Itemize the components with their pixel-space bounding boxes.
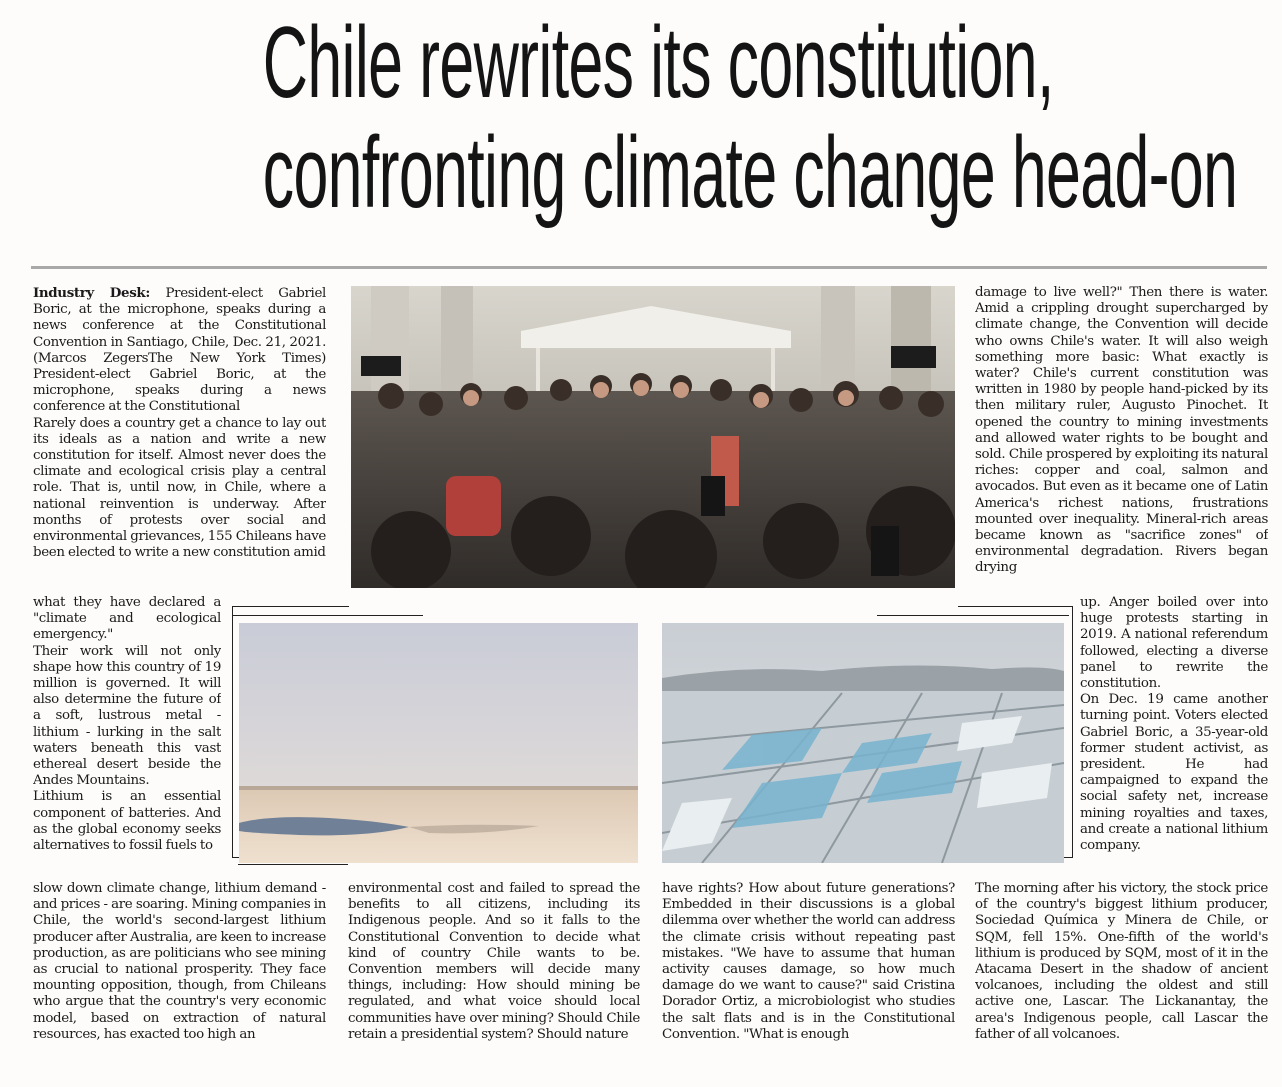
headline-line-1: Chile rewrites its constitution, <box>262 7 1054 119</box>
paragraph: The morning after his victory, the stock price of the country's biggest lithium producer, Sociedad Química y Minera de Chile, or SQM, fell 15%. One-fifth of the world's lithium is produced by SQM, most of it in the Atacama Desert in the shadow of ancient volcanoes, including the oldest and still active one, Lascar. The Lickanantay, the area's Indigenous people, call Lascar the father of all volcanoes. <box>975 881 1268 1042</box>
paragraph: what they have declared a "climate and ecological emergency." <box>33 595 221 643</box>
column-3-bottom-text <box>662 881 955 1061</box>
press-conference-photo <box>351 286 955 588</box>
frame-line-left-bottom <box>238 864 348 865</box>
desert-lagoon-illustration <box>239 623 638 863</box>
column-4-top-text <box>975 285 1268 595</box>
column-1-bottom-text <box>33 881 326 1061</box>
headline-divider <box>31 266 1267 269</box>
photo-caption-text: President-elect Gabriel Boric, at the microphone, speaks during a news conference at the Constitutional Convention in Santiago, Chile, Dec. 21, 2021. (Marcos ZegersThe New York Times) President-elect Gabriel Boric, at the microphone, speaks during a news conference at the Constitutional <box>33 286 326 415</box>
paragraph: Lithium is an essential component of batteries. And as the global economy seeks alternatives to fossil fuels to <box>33 789 221 854</box>
paragraph: Their work will not only shape how this country of 19 million is governed. It will also determine the future of a soft, lustrous metal - lithium - lurking in the salt waters beneath this vast ethereal desert beside the Andes Mountains. <box>33 643 221 789</box>
paragraph: Rarely does a country get a chance to lay out its ideals as a nation and write a new constitution for itself. Almost never does the climate and ecological crisis play a central role. That is, until now, in Chile, where a national reinvention is underway. After months of protests over social and environmental grievances, 155 Chileans have been elected to write a new constitution amid <box>33 415 326 561</box>
evaporation-ponds-illustration <box>662 623 1064 863</box>
headline-line-2: confronting climate change head-on <box>262 117 1238 229</box>
column-1-middle-text <box>33 595 221 881</box>
paragraph: damage to live well?" Then there is water. Amid a crippling drought supercharged by climate change, the Convention will decide who owns Chile's water. It will also weigh something more basic: What exactly is water? Chile's current constitution was written in 1980 by people hand-picked by its then military ruler, Augusto Pinochet. It opened the country to mining investments and allowed water rights to be bought and sold. Chile prospered by exploiting its natural riches: copper and coal, salmon and avocados. But even as it became one of Latin America's richest nations, frustrations mounted over inequality. Mineral-rich areas became known as "sacrifice zones" of environmental degradation. Rivers began drying <box>975 285 1268 576</box>
paragraph: slow down climate change, lithium demand - and prices - are soaring. Mining companies in Chile, the world's second-largest lithium producer after Australia, are keen to increase production, as are politicians who see mining as crucial to national prosperity. They face mounting opposition, though, from Chileans who argue that the country's very economic model, based on extraction of natural resources, has exacted too high an <box>33 881 326 1042</box>
column-2-bottom-text <box>348 881 640 1061</box>
column-4-bottom-text <box>975 881 1268 1061</box>
column-4-middle-text <box>1080 595 1268 881</box>
paragraph: up. Anger boiled over into huge protests starting in 2019. A national referendum followed, electing a diverse panel to rewrite the constitution. <box>1080 595 1268 692</box>
lithium-evaporation-ponds-photo <box>662 623 1064 863</box>
headline <box>262 7 1238 229</box>
paragraph: On Dec. 19 came another turning point. Voters elected Gabriel Boric, a 35-year-old former student activist, as president. He had campaigned to expand the social safety net, increase mining royalties and taxes, and create a national lithium company. <box>1080 692 1268 854</box>
press-conference-illustration <box>351 286 955 588</box>
paragraph: environmental cost and failed to spread the benefits to all citizens, including its Indigenous people. And so it falls to the Constitutional Convention to decide what kind of country Chile wants to be. Convention members will decide many things, including: How should mining be regulated, and what voice should local communities have over mining? Should Chile retain a presidential system? Should nature <box>348 881 640 1042</box>
column-1-top-text <box>33 285 326 595</box>
frame-line-left <box>232 615 423 616</box>
lead-label: Industry Desk: <box>33 285 150 301</box>
paragraph: have rights? How about future generations? Embedded in their discussions is a global dilemma over whether the world can address the climate crisis without repeating past mistakes. "We have to assume that human activity causes damage, so how much damage do we want to cause?" said Cristina Dorador Ortiz, a microbiologist who studies the salt flats and is in the Constitutional Convention. "What is enough <box>662 881 955 1042</box>
desert-lagoon-photo <box>239 623 638 863</box>
